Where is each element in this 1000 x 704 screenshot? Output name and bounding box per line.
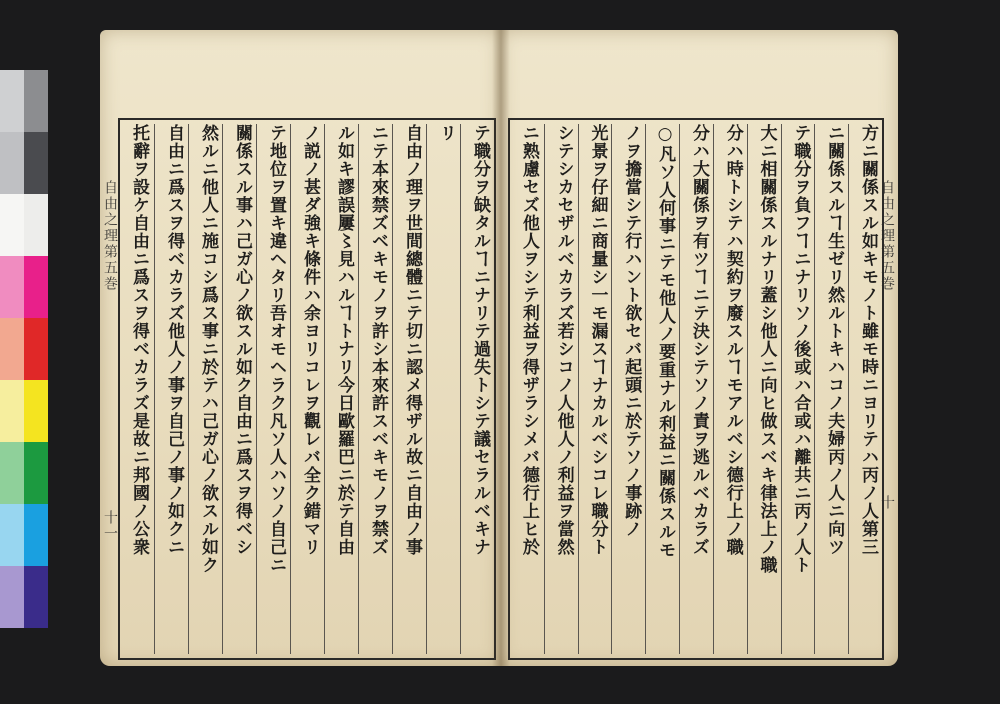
calibration-patch bbox=[0, 256, 24, 318]
text-column: ル如キ謬誤屢〻見ハルヿトナリ今日歐羅巴ニ於テ自由 bbox=[324, 124, 359, 654]
calibration-patch bbox=[0, 442, 24, 504]
left-text-frame bbox=[118, 118, 496, 660]
color-calibration-strip bbox=[0, 70, 48, 634]
calibration-patch bbox=[0, 132, 24, 194]
calibration-patch bbox=[0, 380, 24, 442]
text-column: シテシカセザルベカラズ若シコノ人他人ノ利益ヲ當然 bbox=[544, 124, 579, 654]
text-column: ノヲ擔當シテ行ハント欲セバ起頭ニ於テソノ事跡ノ bbox=[611, 124, 646, 654]
left-side-page-number: 十一 bbox=[102, 510, 118, 542]
calibration-patch bbox=[24, 132, 48, 194]
calibration-patch-row bbox=[0, 70, 48, 132]
calibration-patch bbox=[24, 442, 48, 504]
calibration-patch-row bbox=[0, 380, 48, 442]
text-column: テ職分ヲ缺タルヿニナリテ過失トシテ議セラルベキナ bbox=[460, 124, 495, 654]
left-page bbox=[100, 30, 500, 666]
calibration-patch-row bbox=[0, 442, 48, 504]
calibration-patch-row bbox=[0, 256, 48, 318]
calibration-patch-row bbox=[0, 132, 48, 194]
calibration-patch bbox=[0, 318, 24, 380]
text-column: 自由ノ理ヲ世間總體ニテ切ニ認メ得ザル故ニ自由ノ事 bbox=[392, 124, 427, 654]
text-column: リ bbox=[426, 124, 461, 654]
text-column: 分ハ時トシテハ契約ヲ廢スルヿモアルベシ德行上ノ職 bbox=[713, 124, 748, 654]
text-column: 大ニ相關係スルナリ蓋シ他人ニ向ヒ做スベキ律法上ノ職 bbox=[747, 124, 782, 654]
open-book bbox=[100, 30, 898, 670]
calibration-patch bbox=[0, 194, 24, 256]
calibration-patch bbox=[0, 70, 24, 132]
calibration-patch bbox=[24, 194, 48, 256]
text-column: 分ハ大關係ヲ有ツヿニテ決シテソノ責ヲ逃ルベカラズ bbox=[679, 124, 714, 654]
calibration-patch bbox=[24, 70, 48, 132]
text-column: 光景ヲ仔細ニ商量シ一モ漏スヿナカルベシコレ職分ト bbox=[578, 124, 613, 654]
text-column: ニテ本來禁ズベキモノヲ許シ本來許スベキモノヲ禁ズ bbox=[358, 124, 393, 654]
text-column: テ地位ヲ置キ違ヘタリ吾オモヘラク凡ソ人ハソノ自己ニ bbox=[256, 124, 291, 654]
text-column: ノ説ノ甚ダ強キ條件ハ余ヨリコレヲ觀レバ全ク錯マリ bbox=[290, 124, 325, 654]
text-column: 關係スル事ハ己ガ心ノ欲スル如ク自由ニ爲スヲ得ベシ bbox=[222, 124, 257, 654]
text-column: テ職分ヲ負フヿニナリソノ後或ハ合或ハ離共ニ丙ノ人ト bbox=[781, 124, 816, 654]
text-column: ○凡ソ人何事ニテモ他人ノ要重ナル利益ニ關係スルモ bbox=[645, 124, 680, 654]
right-side-page-number: 十 bbox=[879, 495, 895, 511]
text-column: 托辭ヲ設ケ自由ニ爲スヲ得ベカラズ是故ニ邦國ノ公衆 bbox=[129, 124, 149, 556]
calibration-patch bbox=[24, 566, 48, 628]
right-side-title: 自由之理第五巻 bbox=[879, 180, 895, 292]
text-column: ニ關係スルヿ生ゼリ然ルトキハコノ夫婦丙ノ人ニ向ツ bbox=[814, 124, 849, 654]
text-column: 方ニ關係スル如キモノト雖モ時ニヨリテハ丙ノ人第三 bbox=[848, 124, 883, 654]
calibration-patch-row bbox=[0, 504, 48, 566]
calibration-patch-row bbox=[0, 318, 48, 380]
right-page bbox=[500, 30, 898, 666]
book-gutter bbox=[492, 30, 510, 666]
calibration-patch bbox=[0, 566, 24, 628]
calibration-patch-row bbox=[0, 194, 48, 256]
calibration-patch bbox=[24, 256, 48, 318]
text-column: 然ルニ他人ニ施コシ爲ス事ニ於テハ己ガ心ノ欲スル如ク bbox=[188, 124, 223, 654]
text-column: ニ熟慮セズ他人ヲシテ利益ヲ得ザラシメバ德行上ヒ於 bbox=[518, 124, 539, 556]
calibration-patch-row bbox=[0, 566, 48, 628]
left-side-title: 自由之理第五巻 bbox=[102, 180, 118, 292]
text-column: 自由ニ爲スヲ得ベカラズ他人ノ事ヲ自己ノ事ノ如クニ bbox=[154, 124, 189, 654]
right-text-frame bbox=[508, 118, 884, 660]
calibration-patch bbox=[24, 504, 48, 566]
calibration-patch bbox=[24, 318, 48, 380]
calibration-patch bbox=[24, 380, 48, 442]
calibration-patch bbox=[0, 504, 24, 566]
